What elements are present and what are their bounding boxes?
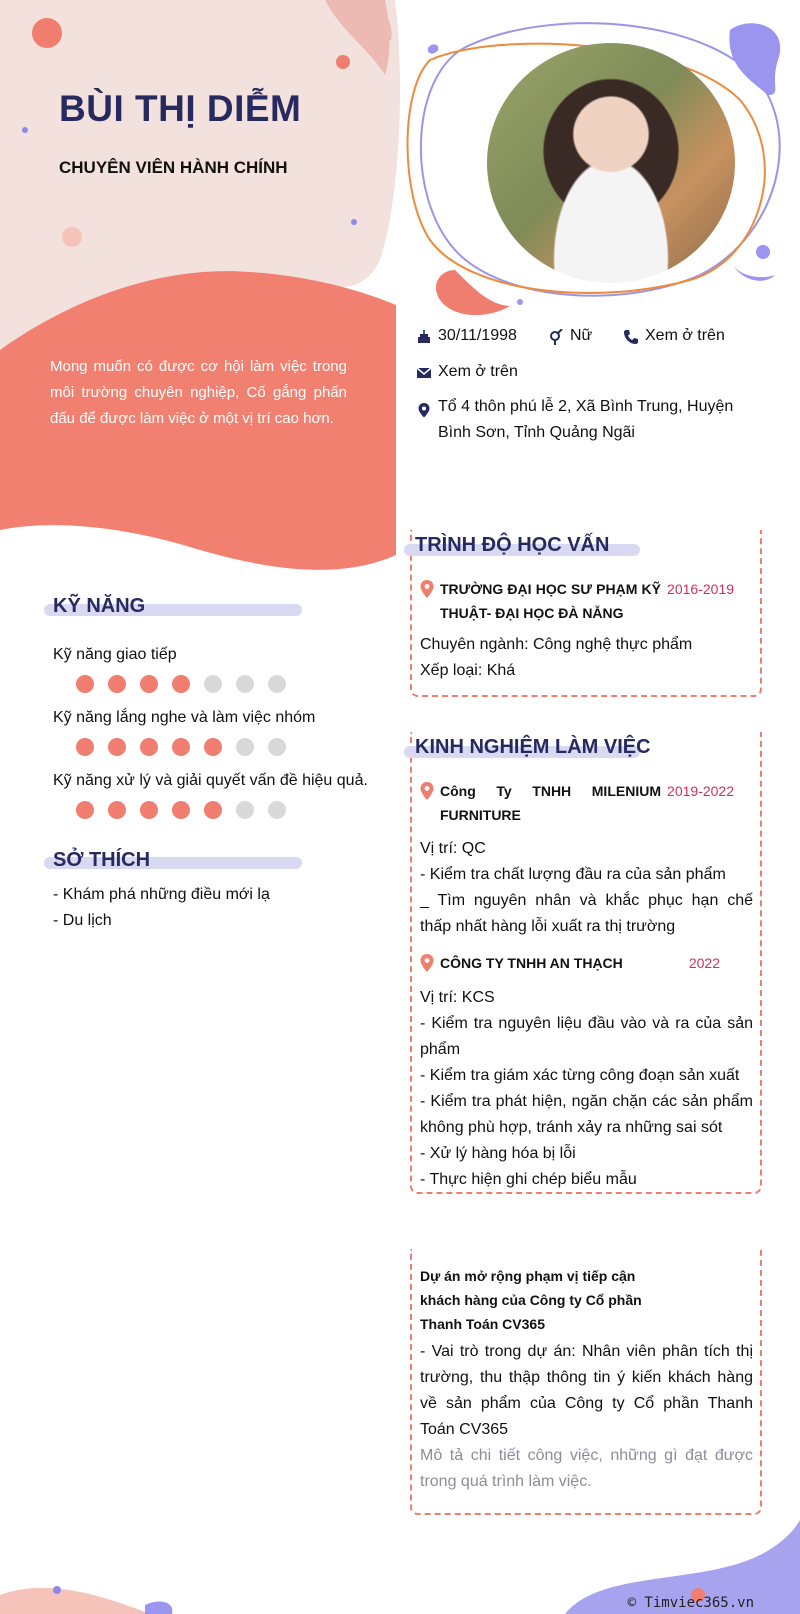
job-detail: _ Tìm nguyên nhân và khắc phục hạn chế thấp nhất hàng lỗi xuất ra thị trường <box>420 892 753 935</box>
job-detail: - Kiểm tra phát hiện, ngăn chặn các sản phẩm không phù hợp, tránh xảy ra những sai sót <box>420 1093 753 1136</box>
job-title: CHUYÊN VIÊN HÀNH CHÍNH <box>59 158 288 177</box>
rating-dot-filled <box>140 801 158 819</box>
job-org-row <box>420 953 740 977</box>
job-position: Vị trí: QC <box>420 840 486 857</box>
rating-dot-empty <box>268 675 286 693</box>
rating-dot-empty <box>268 801 286 819</box>
hobby-item: - Du lịch <box>53 912 112 929</box>
rating-dot-filled <box>76 738 94 756</box>
hobbies-title: SỞ THÍCH <box>53 849 151 871</box>
rating-dot-filled <box>204 738 222 756</box>
experience-title: KINH NGHIỆM LÀM VIỆC <box>415 736 651 758</box>
rating-dot-filled <box>108 738 126 756</box>
job-detail: - Kiểm tra chất lượng đầu ra của sản phẩm <box>420 866 726 883</box>
rating-dot-filled <box>76 675 94 693</box>
birthday-value: 30/11/1998 <box>438 327 517 344</box>
map-pin-icon <box>416 402 432 418</box>
rating-dot-empty <box>236 675 254 693</box>
rating-dot-filled <box>172 675 190 693</box>
education-title: TRÌNH ĐỘ HỌC VẤN <box>415 534 610 556</box>
gender-row <box>548 327 592 345</box>
phone-icon <box>623 329 639 345</box>
skill-rating <box>76 675 286 693</box>
skill-rating <box>76 801 286 819</box>
birthday-row <box>416 327 517 345</box>
job-period: 2022 <box>688 955 720 971</box>
location-pin-icon <box>420 580 434 598</box>
job-period: 2019-2022 <box>667 783 734 799</box>
location-pin-icon <box>420 782 434 800</box>
skill-name: Kỹ năng xử lý và giải quyết vấn đề hiệu quả. <box>53 772 368 789</box>
gender-icon <box>548 329 564 345</box>
rating-dot-empty <box>204 675 222 693</box>
footer-brand: © Timviec365.vn <box>627 1595 754 1611</box>
rating-dot-filled <box>108 801 126 819</box>
job-org-row <box>420 781 740 829</box>
skill-rating <box>76 738 286 756</box>
job-detail: - Xử lý hàng hóa bị lỗi <box>420 1145 576 1162</box>
skill-name: Kỹ năng giao tiếp <box>53 646 177 663</box>
rating-dot-filled <box>76 801 94 819</box>
rating-dot-filled <box>108 675 126 693</box>
gender-value: Nữ <box>570 327 593 344</box>
email-row <box>416 363 518 381</box>
skill-name: Kỹ năng lắng nghe và làm việc nhóm <box>53 709 316 726</box>
job-detail: - Kiểm tra nguyên liệu đầu vào và ra của sản phẩm <box>420 1015 753 1058</box>
rating-dot-filled <box>140 675 158 693</box>
rating-dot-empty <box>236 738 254 756</box>
address-row <box>416 398 761 446</box>
rating-dot-filled <box>172 801 190 819</box>
avatar <box>487 43 735 283</box>
cake-icon <box>416 329 432 345</box>
education-grade: Xếp loại: Khá <box>420 662 516 679</box>
job-position: Vị trí: KCS <box>420 989 495 1006</box>
project-title: Dự án mở rộng phạm vị tiếp cận khách hàng của Công ty Cổ phần Thanh Toán CV365 <box>420 1268 642 1332</box>
email-value: Xem ở trên <box>438 363 518 380</box>
rating-dot-empty <box>236 801 254 819</box>
phone-row <box>623 327 725 345</box>
job-detail: - Kiểm tra giám xác từng công đoạn sản xuất <box>420 1067 740 1084</box>
school-name: TRƯỜNG ĐẠI HỌC SƯ PHẠM KỸ THUẬT- ĐẠI HỌC ĐÀ NẴNG <box>440 581 661 621</box>
rating-dot-filled <box>140 738 158 756</box>
education-period: 2016-2019 <box>667 581 734 597</box>
rating-dot-filled <box>204 801 222 819</box>
career-objective: Mong muốn có được cơ hội làm việc trong môi trường chuyên nghiệp, Cố gắng phấn đấu để được làm việc ở một vị trí cao hơn. <box>50 358 347 427</box>
phone-value: Xem ở trên <box>645 327 725 344</box>
education-major: Chuyên ngành: Công nghệ thực phẩm <box>420 636 693 653</box>
location-pin-icon <box>420 954 434 972</box>
job-detail: - Thực hiện ghi chép biểu mẫu <box>420 1171 637 1188</box>
address-value: Tổ 4 thôn phú lễ 2, Xã Bình Trung, Huyện Bình Sơn, Tỉnh Quảng Ngãi <box>438 398 734 441</box>
project-role: - Vai trò trong dự án: Nhân viên phân tích thị trường, thu thập thông tin ý kiến khách hàng về sản phẩm của Công ty Cổ phần Thanh Toán CV365 <box>420 1343 753 1438</box>
project-description-placeholder: Mô tả chi tiết công việc, những gì đạt được trong quá trình làm việc. <box>420 1447 753 1490</box>
hobby-item: - Khám phá những điều mới lạ <box>53 886 270 903</box>
rating-dot-empty <box>268 738 286 756</box>
envelope-icon <box>416 365 432 381</box>
company-name: CÔNG TY TNHH AN THẠCH <box>440 955 623 971</box>
skills-title: KỸ NĂNG <box>53 595 146 617</box>
candidate-name: BÙI THỊ DIỄM <box>59 88 302 129</box>
rating-dot-filled <box>172 738 190 756</box>
company-name: Công Ty TNHH MILENIUM FURNITURE <box>440 783 661 823</box>
education-org-row <box>420 579 740 627</box>
